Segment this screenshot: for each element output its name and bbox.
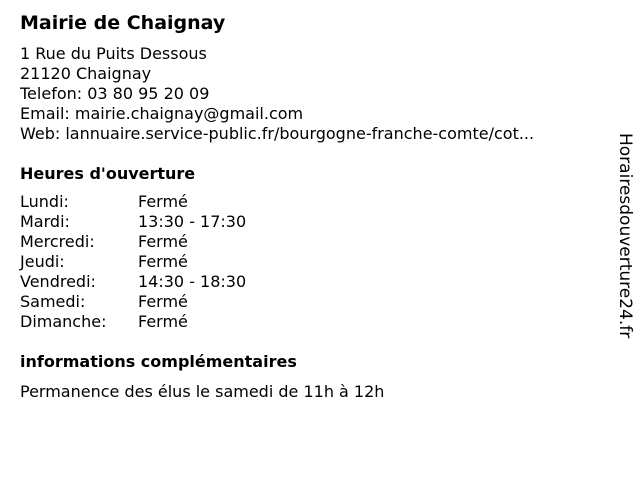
day-time: Fermé — [138, 252, 188, 271]
day-label: Jeudi: — [20, 252, 65, 271]
day-label: Samedi: — [20, 292, 86, 311]
day-time: Fermé — [138, 312, 188, 331]
hours-row-vendredi — [20, 272, 600, 292]
hours-row-dimanche — [20, 312, 600, 332]
email-address[interactable]: Email: mairie.chaignay@gmail.com — [20, 104, 304, 123]
site-watermark: Horairesdouverture24.fr — [615, 133, 635, 339]
hours-row-lundi — [20, 192, 600, 212]
street-address: 1 Rue du Puits Dessous — [20, 44, 207, 63]
day-time: 13:30 - 17:30 — [138, 212, 247, 231]
hours-heading: Heures d'ouverture — [20, 164, 196, 183]
day-label: Mercredi: — [20, 232, 95, 251]
phone-number[interactable]: Telefon: 03 80 95 20 09 — [20, 84, 210, 103]
hours-row-jeudi — [20, 252, 600, 272]
hours-row-mardi — [20, 212, 600, 232]
day-label: Lundi: — [20, 192, 69, 211]
hours-table — [20, 192, 600, 332]
hours-row-mercredi — [20, 232, 600, 252]
city-address: 21120 Chaignay — [20, 64, 152, 83]
info-text: Permanence des élus le samedi de 11h à 12h — [20, 382, 385, 401]
business-card — [20, 10, 600, 402]
day-time: Fermé — [138, 232, 188, 251]
day-time: Fermé — [138, 192, 188, 211]
day-label: Dimanche: — [20, 312, 107, 331]
day-label: Mardi: — [20, 212, 70, 231]
day-label: Vendredi: — [20, 272, 96, 291]
page-title: Mairie de Chaignay — [20, 12, 226, 34]
address-block — [20, 44, 600, 144]
info-heading: informations complémentaires — [20, 352, 297, 371]
hours-row-samedi — [20, 292, 600, 312]
day-time: 14:30 - 18:30 — [138, 272, 247, 291]
website-link[interactable]: Web: lannuaire.service-public.fr/bourgogne-franche-comte/cot... — [20, 124, 535, 143]
day-time: Fermé — [138, 292, 188, 311]
